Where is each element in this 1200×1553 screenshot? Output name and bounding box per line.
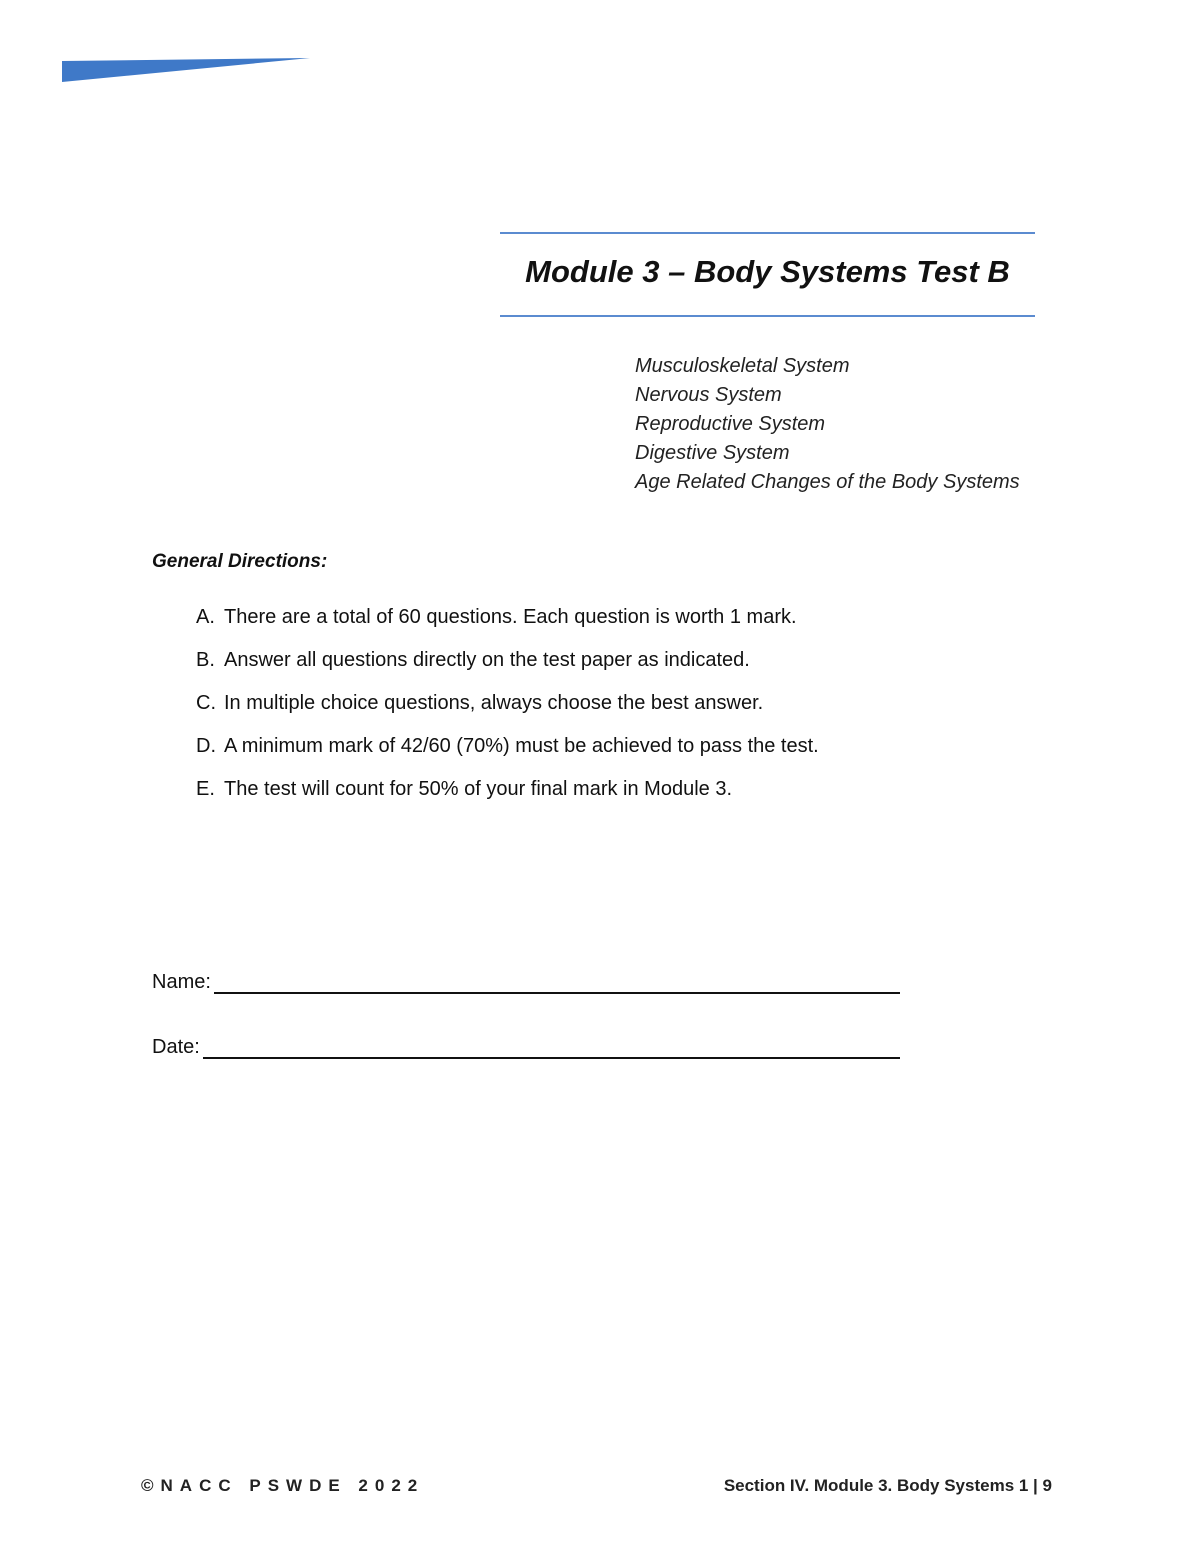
footer-copyright: ©NACC PSWDE 2022: [141, 1476, 425, 1495]
direction-letter: C.: [196, 692, 216, 714]
direction-text: In multiple choice questions, always choose the best answer.: [224, 692, 764, 714]
title-rule-bottom: [500, 315, 1035, 317]
direction-letter: E.: [196, 778, 215, 800]
direction-text: The test will count for 50% of your final mark in Module 3.: [224, 778, 733, 800]
name-field: [152, 971, 900, 994]
direction-letter: A.: [196, 606, 215, 628]
logo-bar-polygon: [62, 58, 310, 82]
direction-letter: B.: [196, 649, 215, 671]
topic-item: Age Related Changes of the Body Systems: [635, 471, 1020, 493]
direction-letter: D.: [196, 735, 216, 757]
topics-list: [635, 352, 1020, 497]
logo-bar-shape: [62, 58, 310, 82]
direction-item: [196, 735, 819, 778]
directions-list: [196, 606, 819, 821]
topic-item: Reproductive System: [635, 413, 826, 435]
direction-item: [196, 692, 819, 735]
direction-item: [196, 649, 819, 692]
directions-heading: General Directions:: [152, 551, 328, 572]
direction-item: [196, 778, 819, 821]
title-rule-top: [500, 232, 1035, 234]
name-blank-line[interactable]: [214, 974, 900, 994]
footer-page-info: Section IV. Module 3. Body Systems 1 | 9: [723, 1476, 1052, 1495]
direction-text: A minimum mark of 42/60 (70%) must be achieved to pass the test.: [224, 735, 819, 757]
direction-item: [196, 606, 819, 649]
date-field: [152, 1036, 900, 1059]
name-label: Name:: [152, 971, 211, 993]
date-blank-line[interactable]: [203, 1039, 900, 1059]
date-label: Date:: [152, 1036, 200, 1058]
direction-text: There are a total of 60 questions. Each question is worth 1 mark.: [224, 606, 797, 628]
direction-text: Answer all questions directly on the test paper as indicated.: [224, 649, 750, 671]
topic-item: Digestive System: [635, 442, 790, 464]
topic-item: Musculoskeletal System: [635, 355, 850, 377]
topic-item: Nervous System: [635, 384, 782, 406]
page-title: Module 3 – Body Systems Test B: [525, 254, 1010, 289]
